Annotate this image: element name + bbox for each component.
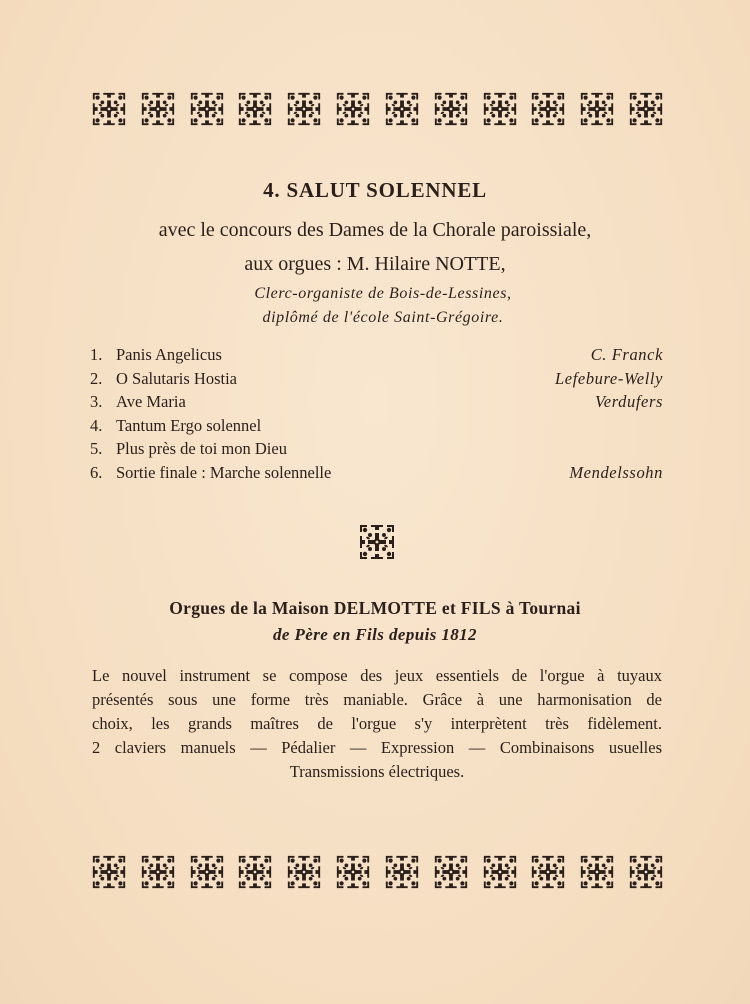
fleuron-ornament-icon: [285, 90, 323, 128]
fleuron-ornament-icon: [334, 853, 372, 891]
center-fleuron-icon: [357, 522, 397, 562]
organist-diploma-line: diplômé de l'école Saint-Grégoire.: [262, 309, 504, 326]
fleuron-ornament-icon: [285, 853, 323, 891]
description-line: choix, les grands maîtres de l'orgue s'y interprètent très fidèlement.: [92, 714, 662, 733]
fleuron-ornament-icon: [578, 853, 616, 891]
chorale-line: avec le concours des Dames de la Chorale paroissiale,: [158, 219, 592, 241]
fleuron-ornament-icon: [627, 853, 665, 891]
fleuron-ornament-icon: [139, 853, 177, 891]
program-item-piece: Plus près de toi mon Dieu: [116, 439, 287, 459]
description-line: Le nouvel instrument se compose des jeux essentiels de l'orgue à tuyaux: [92, 666, 662, 685]
fleuron-ornament-icon: [236, 853, 274, 891]
program-item-number: 4.: [90, 415, 103, 435]
program-item-piece: Sortie finale : Marche solennelle: [116, 462, 332, 482]
section-title: 4. SALUT SOLENNEL: [263, 178, 487, 202]
program-item: [90, 390, 663, 414]
program-item: [90, 367, 663, 391]
fleuron-ornament-icon: [627, 90, 665, 128]
program-item-composer: C. Franck: [590, 345, 663, 364]
fleuron-ornament-icon: [481, 90, 519, 128]
organ-description: [92, 664, 662, 784]
program-item-piece: Ave Maria: [116, 392, 186, 412]
program-item: [90, 414, 663, 438]
organ-maker-subtitle: de Père en Fils depuis 1812: [273, 625, 477, 644]
program-item: [90, 437, 663, 461]
description-line: 2 claviers manuels — Pédalier — Expression — Combinaisons usuelles: [92, 738, 662, 757]
bottom-ornament-border: [90, 851, 665, 893]
program-item: [90, 343, 663, 367]
fleuron-ornament-icon: [432, 90, 470, 128]
fleuron-ornament-icon: [188, 853, 226, 891]
fleuron-ornament-icon: [90, 90, 128, 128]
fleuron-ornament-icon: [334, 90, 372, 128]
organ-maker-title: Orgues de la Maison DELMOTTE et FILS à Tournai: [169, 598, 581, 618]
fleuron-ornament-icon: [578, 90, 616, 128]
fleuron-ornament-icon: [90, 853, 128, 891]
fleuron-ornament-icon: [383, 90, 421, 128]
program-item-number: 2.: [90, 368, 103, 388]
program-item-piece: O Salutaris Hostia: [116, 368, 237, 388]
program-item-number: 1.: [90, 345, 103, 364]
fleuron-ornament-icon: [236, 90, 274, 128]
program-item-composer: Mendelssohn: [569, 462, 663, 482]
program-item-number: 6.: [90, 462, 103, 482]
fleuron-ornament-icon: [383, 853, 421, 891]
fleuron-ornament-icon: [432, 853, 470, 891]
program-list: [90, 343, 663, 485]
program-item-number: 3.: [90, 392, 103, 412]
fleuron-ornament-icon: [529, 853, 567, 891]
program-item-piece: Tantum Ergo solennel: [116, 415, 262, 435]
program-item-composer: Verdufers: [594, 392, 663, 412]
program-item: [90, 461, 663, 485]
fleuron-ornament-icon: [188, 90, 226, 128]
program-item-composer: Lefebure-Welly: [555, 368, 663, 388]
program-item-number: 5.: [90, 439, 103, 459]
fleuron-ornament-icon: [529, 90, 567, 128]
organist-title-line: Clerc-organiste de Bois-de-Lessines,: [254, 285, 512, 302]
top-ornament-border: [90, 88, 665, 130]
description-line: Transmissions électriques.: [289, 762, 465, 781]
fleuron-ornament-icon: [139, 90, 177, 128]
program-item-piece: Panis Angelicus: [116, 345, 222, 364]
organist-line: aux orgues : M. Hilaire NOTTE,: [244, 253, 506, 275]
description-line: présentés sous une forme très maniable. Grâce à une harmonisation de: [92, 690, 662, 709]
fleuron-ornament-icon: [481, 853, 519, 891]
